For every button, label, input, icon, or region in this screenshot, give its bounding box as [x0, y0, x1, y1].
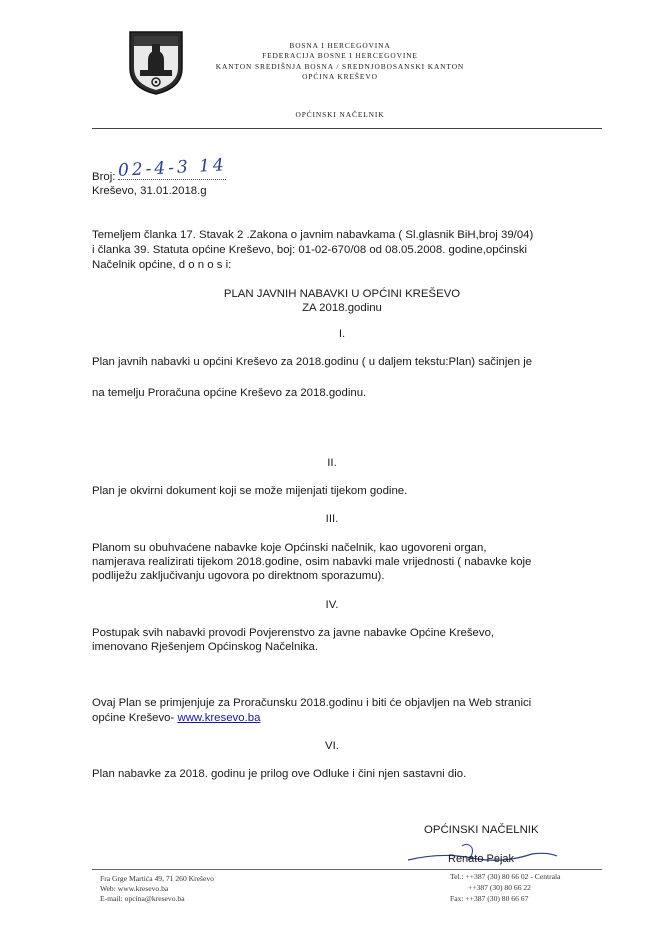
section-3-line-2: namjerava realizirati tijekom 2018.godine, osim nabavki male vrijednosti ( nabavke koje [92, 556, 532, 568]
header-line-1: BOSNA I HERCEGOVINA [289, 41, 391, 50]
footer-divider [92, 869, 602, 870]
section-1-number: I. [338, 328, 346, 340]
intro-line-3: Načelnik općine, d o n o s i: [92, 259, 232, 271]
broj-handwritten-text: 02-4-3 14 [117, 155, 228, 181]
broj-label: Broj: [92, 171, 116, 183]
section-3-line-3: podliježu zaključivanju ugovora po direktnom sporazumu). [92, 570, 385, 582]
section-5-line-1: Ovaj Plan se primjenjuje za Proračunsku 2018.godinu i biti će objavljen na Web stranici [92, 697, 532, 709]
signature-name: Renato Pejak [448, 853, 515, 865]
footer-fax: Fax: ++387 (30) 80 66 67 [450, 894, 529, 903]
section-5-line-2-prefix: općine Kreševo- [92, 712, 178, 724]
intro-line-1: Temeljem članka 17. Stavak 2 .Zakona o javnim nabavkama ( Sl.glasnik BiH,broj 39/04) [92, 229, 534, 241]
section-3-number: III. [325, 513, 339, 525]
section-2-line-1: Plan je okvirni dokument koji se može mijenjati tijekom godine. [92, 485, 408, 497]
section-4-line-1: Postupak svih nabavki provodi Povjerenstvo za javne nabavke Općine Kreševo, [92, 627, 495, 639]
office-title: OPĆINSKI NAČELNIK [295, 110, 385, 119]
website-link[interactable]: www.kresevo.ba [177, 712, 261, 724]
footer-web: Web: www.kresevo.ba [100, 884, 169, 893]
broj-handwritten [117, 155, 228, 182]
header-line-4: OPĆINA KREŠEVO [302, 72, 378, 81]
section-2-number: II. [327, 457, 337, 469]
section-1-line-2: na temelju Proračuna općine Kreševo za 2018.godinu. [92, 387, 367, 399]
header-divider [92, 128, 602, 129]
section-4-line-2: imenovano Rješenjem Općinskog Načelnika. [92, 641, 319, 653]
section-5-line-2 [92, 711, 260, 725]
section-6-line-1: Plan nabavke za 2018. godinu je prilog ove Odluke i čini njen sastavni dio. [92, 768, 467, 780]
footer-address: Fra Grge Martića 49, 71 260 Kreševo [100, 874, 214, 883]
place-date: Kreševo, 31.01.2018.g [92, 185, 207, 197]
section-6-number: VI. [325, 740, 339, 752]
coat-of-arms [128, 30, 184, 96]
header-line-2: FEDERACIJA BOSNE I HERCEGOVINE [262, 51, 418, 60]
section-3-line-1: Planom su obuhvaćene nabavke koje Općinski načelnik, kao ugovoreni organ, [92, 542, 487, 554]
plan-title: PLAN JAVNIH NABAVKI U OPĆINI KREŠEVO [223, 288, 461, 300]
footer-tel-1: Tel.: ++387 (30) 80 66 02 - Centrala [450, 872, 561, 881]
intro-line-2: i članka 39. Statuta općine Kreševo, boj: 01-02-670/08 od 08.05.2008. godine,općinski [92, 244, 528, 256]
footer-tel-2: ++387 (30) 80 66 22 [468, 883, 531, 892]
signature-title: OPĆINSKI NAČELNIK [424, 824, 539, 836]
header-line-3: KANTON SREDIŠNJA BOSNA / SREDNJOBOSANSKI KANTON [215, 62, 465, 71]
plan-subtitle: ZA 2018.godinu [302, 302, 382, 314]
section-1-line-1: Plan javnih nabavki u općini Kreševo za 2018.godinu ( u daljem tekstu:Plan) sačinjen je [92, 356, 533, 368]
footer-email: E-mail: opcina@kresevo.ba [100, 894, 185, 903]
section-4-number: IV. [325, 599, 339, 611]
